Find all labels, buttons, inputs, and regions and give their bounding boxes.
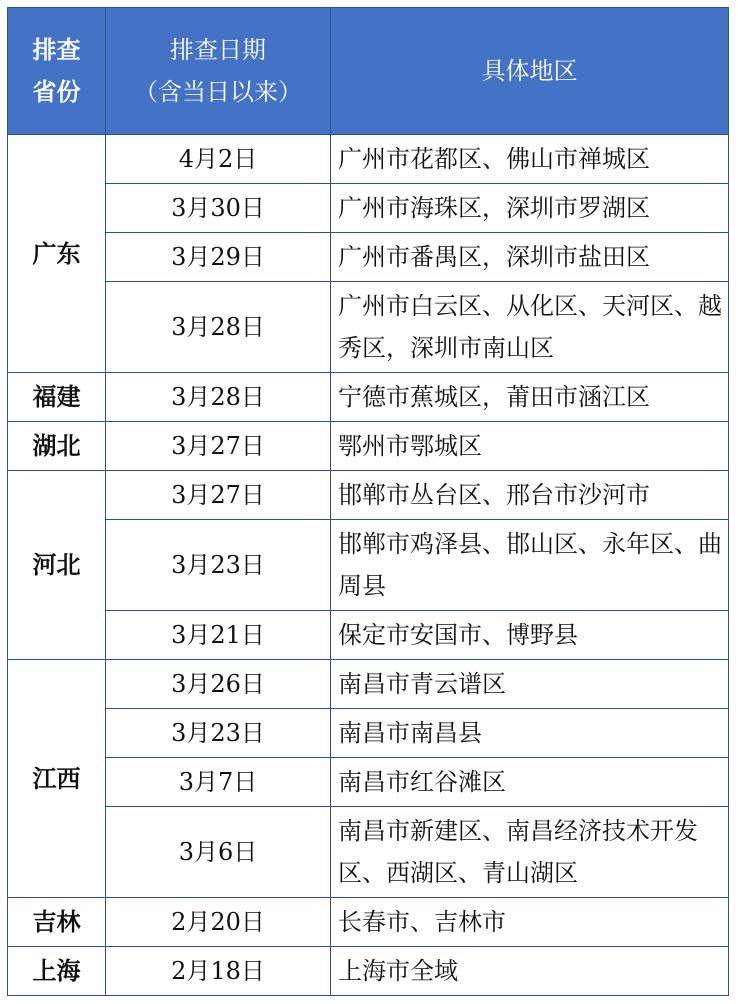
table-row [8, 807, 729, 898]
table-row [8, 709, 729, 758]
table-row [8, 135, 729, 184]
table-row [8, 422, 729, 471]
date-cell: 3月7日 [106, 758, 331, 807]
table-row [8, 184, 729, 233]
area-cell: 邯郸市丛台区、邢台市沙河市 [331, 471, 729, 520]
province-cell: 吉林 [8, 898, 106, 947]
table-row [8, 282, 729, 373]
table-row [8, 520, 729, 611]
province-cell: 上海 [8, 947, 106, 996]
area-cell: 鄂州市鄂城区 [331, 422, 729, 471]
area-cell: 保定市安国市、博野县 [331, 611, 729, 660]
table-row [8, 660, 729, 709]
area-cell: 广州市花都区、佛山市禅城区 [331, 135, 729, 184]
area-cell: 南昌市新建区、南昌经济技术开发区、西湖区、青山湖区 [331, 807, 729, 898]
date-cell: 3月27日 [106, 471, 331, 520]
area-cell: 南昌市青云谱区 [331, 660, 729, 709]
table-row [8, 233, 729, 282]
area-cell: 长春市、吉林市 [331, 898, 729, 947]
table-row [8, 947, 729, 996]
table-header-row [8, 8, 729, 135]
area-cell: 南昌市红谷滩区 [331, 758, 729, 807]
area-cell: 广州市白云区、从化区、天河区、越秀区，深圳市南山区 [331, 282, 729, 373]
date-cell: 2月20日 [106, 898, 331, 947]
province-cell: 河北 [8, 471, 106, 660]
header-date: 排查日期 （含当日以来） [106, 8, 331, 135]
table-row [8, 898, 729, 947]
table-row [8, 373, 729, 422]
province-cell: 江西 [8, 660, 106, 898]
date-cell: 3月28日 [106, 373, 331, 422]
table-row [8, 471, 729, 520]
table-row [8, 758, 729, 807]
header-area: 具体地区 [331, 8, 729, 135]
date-cell: 3月26日 [106, 660, 331, 709]
area-cell: 南昌市南昌县 [331, 709, 729, 758]
header-province: 排查 省份 [8, 8, 106, 135]
date-cell: 3月23日 [106, 520, 331, 611]
date-cell: 3月28日 [106, 282, 331, 373]
date-cell: 3月30日 [106, 184, 331, 233]
province-cell: 广东 [8, 135, 106, 373]
date-cell: 3月29日 [106, 233, 331, 282]
date-cell: 3月23日 [106, 709, 331, 758]
area-cell: 上海市全域 [331, 947, 729, 996]
date-cell: 3月21日 [106, 611, 331, 660]
table-row [8, 611, 729, 660]
area-cell: 宁德市蕉城区，莆田市涵江区 [331, 373, 729, 422]
date-cell: 4月2日 [106, 135, 331, 184]
date-cell: 3月6日 [106, 807, 331, 898]
area-cell: 广州市番禺区，深圳市盐田区 [331, 233, 729, 282]
area-cell: 广州市海珠区，深圳市罗湖区 [331, 184, 729, 233]
area-cell: 邯郸市鸡泽县、邯山区、永年区、曲周县 [331, 520, 729, 611]
table-body [8, 135, 729, 996]
province-cell: 湖北 [8, 422, 106, 471]
date-cell: 2月18日 [106, 947, 331, 996]
province-cell: 福建 [8, 373, 106, 422]
screening-table [7, 7, 729, 996]
date-cell: 3月27日 [106, 422, 331, 471]
